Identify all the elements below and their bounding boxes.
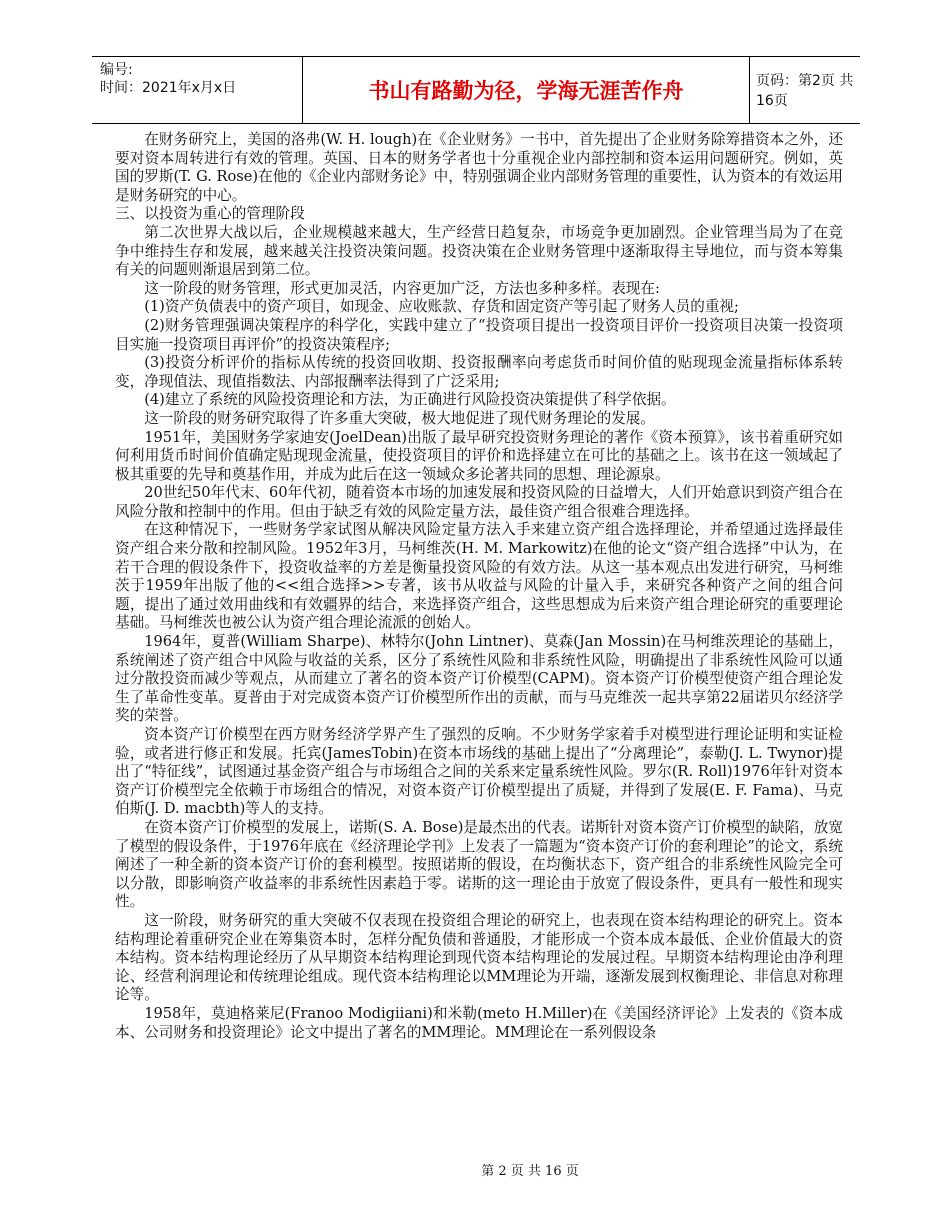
list-item: (1)资产负债表中的资产项目，如现金、应收账款、存货和固定资产等引起了财务人员的重视; <box>144 298 739 316</box>
paragraph: 在这种情况下，一些财务学家试图从解决风险定量方法入手来建立资产组合选择理论，并希望通过选择最佳资产组合来分散和控制风险。1952年3月，马柯维茨(H. M. Markowitz)在他的论文“资产组合选择”中认为，在若干合理的假设条件下，投资收益率的方差是衡量投资风险的有效方法。从这一基本观点出发进行研究，马柯维茨于1959年出版了他的<<组合选择>>专著，该书从收益与风险的计量入手，来研究各种资产之间的组合问题，提出了通过效用曲线和有效疆界的结合，来选择资产组合，这些思想成为后来资产组合理论研究的重要理论基础。马柯维茨也被公认为资产组合理论流派的创始人。 <box>115 521 843 632</box>
paragraph: 在资本资产订价模型的发展上，诺斯(S. A. Bose)是最杰出的代表。诺斯针对资本资产订价模型的缺陷，放宽了模型的假设条件，于1976年底在《经济理论学刊》上发表了一篇题为“资本资产订价的套利理论”的论文，系统阐述了一种全新的资本资产订价的套利模型。按照诺斯的假设，在均衡状态下，资产组合的非系统性风险完全可以分散，即影响资产收益率的非系统性因素趋于零。诺斯的这一理论由于放宽了假设条件，更具有一般性和现实性。 <box>115 818 843 911</box>
paragraph: 20世纪50年代末、60年代初，随着资本市场的加速发展和投资风险的日益增大，人们开始意识到资产组合在风险分散和控制中的作用。但由于缺乏有效的风险定量方法，最佳资产组合很难合理选择。 <box>115 484 843 520</box>
page-header <box>92 56 860 124</box>
paragraph: 这一阶段的财务管理，形式更加灵活，内容更加广泛，方法也多种多样。表现在: <box>144 279 660 297</box>
paragraph: 资本资产订价模型在西方财务经济学界产生了强烈的反响。不少财务学家着手对模型进行理论证明和实证检验，或者进行修正和发展。托宾(JamesTobin)在资本市场线的基础上提出了“分离理论”，泰勒(J. L. Twynor)提出了“特征线”，试图通过基金资产组合与市场组合之间的关系来定量系统性风险。罗尔(R. Roll)1976年针对资本资产订价模型完全依赖于市场组合的情况，对资本资产订价模型提出了质疑，并得到了发展(E. F. Fama)、马克伯斯(J. D. macbth)等人的支持。 <box>115 726 843 818</box>
list-item: (4)建立了系统的风险投资理论和方法，为正确进行风险投资决策提供了科学依据。 <box>144 391 676 409</box>
document-body <box>115 131 843 1042</box>
header-page-info: 页码：第2页 共16页 <box>756 73 854 109</box>
page-footer: 第 2 页 共 16 页 <box>481 1164 579 1179</box>
header-motto: 书山有路勤为径，学海无涯苦作舟 <box>302 57 750 123</box>
section-heading: 三、以投资为重心的管理阶段 <box>115 205 305 223</box>
header-meta <box>100 61 280 97</box>
time-label: 时间：2021年x月x日 <box>100 80 237 96</box>
list-item: (3)投资分析评价的指标从传统的投资回收期、投资报酬率向考虑货币时间价值的贴现现金流量指标体系转变，净现值法、现值指数法、内部报酬率法得到了广泛采用; <box>115 354 843 390</box>
paragraph: 1958年，莫迪格莱尼(Franoo Modigiiani)和米勒(meto H.Miller)在《美国经济评论》上发表的《资本成本、公司财务和投资理论》论文中提出了著名的MM理论。MM理论在一系列假设条 <box>115 1004 843 1041</box>
paragraph: 这一阶段的财务研究取得了许多重大突破，极大地促进了现代财务理论的发展。 <box>144 409 655 427</box>
paragraph: 1951年，美国财务学家迪安(JoelDean)出版了最早研究投资财务理论的著作《资本预算》，该书着重研究如何利用货币时间价值确定贴现现金流量，使投资项目的评价和选择建立在可比的基础之上。该书在这一领域起了极其重要的先导和奠基作用，并成为此后在这一领域众多论著共同的思想、理论源泉。 <box>115 428 843 483</box>
paragraph: 在财务研究上，美国的洛弗(W. H. lough)在《企业财务》一书中，首先提出了企业财务除筹措资本之外，还要对资本周转进行有效的管理。英国、日本的财务学者也十分重视企业内部控制和资本运用问题研究。例如，英国的罗斯(T. G. Rose)在他的《企业内部财务论》中，特别强调企业内部财务管理的重要性，认为资本的有效运用是财务研究的中心。 <box>115 131 843 204</box>
list-item: (2)财务管理强调决策程序的科学化，实践中建立了“投资项目提出一投资项目评价一投资项目决策一投资项目实施一投资项目再评价”的投资决策程序; <box>115 316 843 353</box>
paragraph: 1964年，夏普(William Sharpe)、林特尔(John Lintner)、莫森(Jan Mossin)在马柯维茨理论的基础上，系统阐述了资产组合中风险与收益的关系，区分了系统性风险和非系统性风险，明确提出了非系统性风险可以通过分散投资而减少等观点，从而建立了著名的资本资产订价模型(CAPM)。资本资产订价模型使资产组合理论发生了革命性变革。夏普由于对完成资本资产订价模型所作出的贡献，而与马克维茨一起共享第22届诺贝尔经济学奖的荣誉。 <box>115 633 843 725</box>
paragraph: 第二次世界大战以后，企业规模越来越大，生产经营日趋复杂，市场竞争更加剧烈。企业管理当局为了在竞争中维持生存和发展，越来越关注投资决策问题。投资决策在企业财务管理中逐渐取得主导地位，而与资本筹集有关的问题则渐退居到第二位。 <box>115 223 843 279</box>
paragraph: 这一阶段，财务研究的重大突破不仅表现在投资组合理论的研究上，也表现在资本结构理论的研究上。资本结构理论着重研究企业在筹集资本时，怎样分配负债和普通股，才能形成一个资本成本最低、企业价值最大的资本结构。资本结构理论经历了从早期资本结构理论到现代资本结构理论的发展过程。早期资本结构理论由净利理论、经营利润理论和传统理论组成。现代资本结构理论以MM理论为开端，逐渐发展到权衡理论、非信息对称理论等。 <box>115 911 843 1004</box>
number-label: 编号: <box>100 62 133 78</box>
